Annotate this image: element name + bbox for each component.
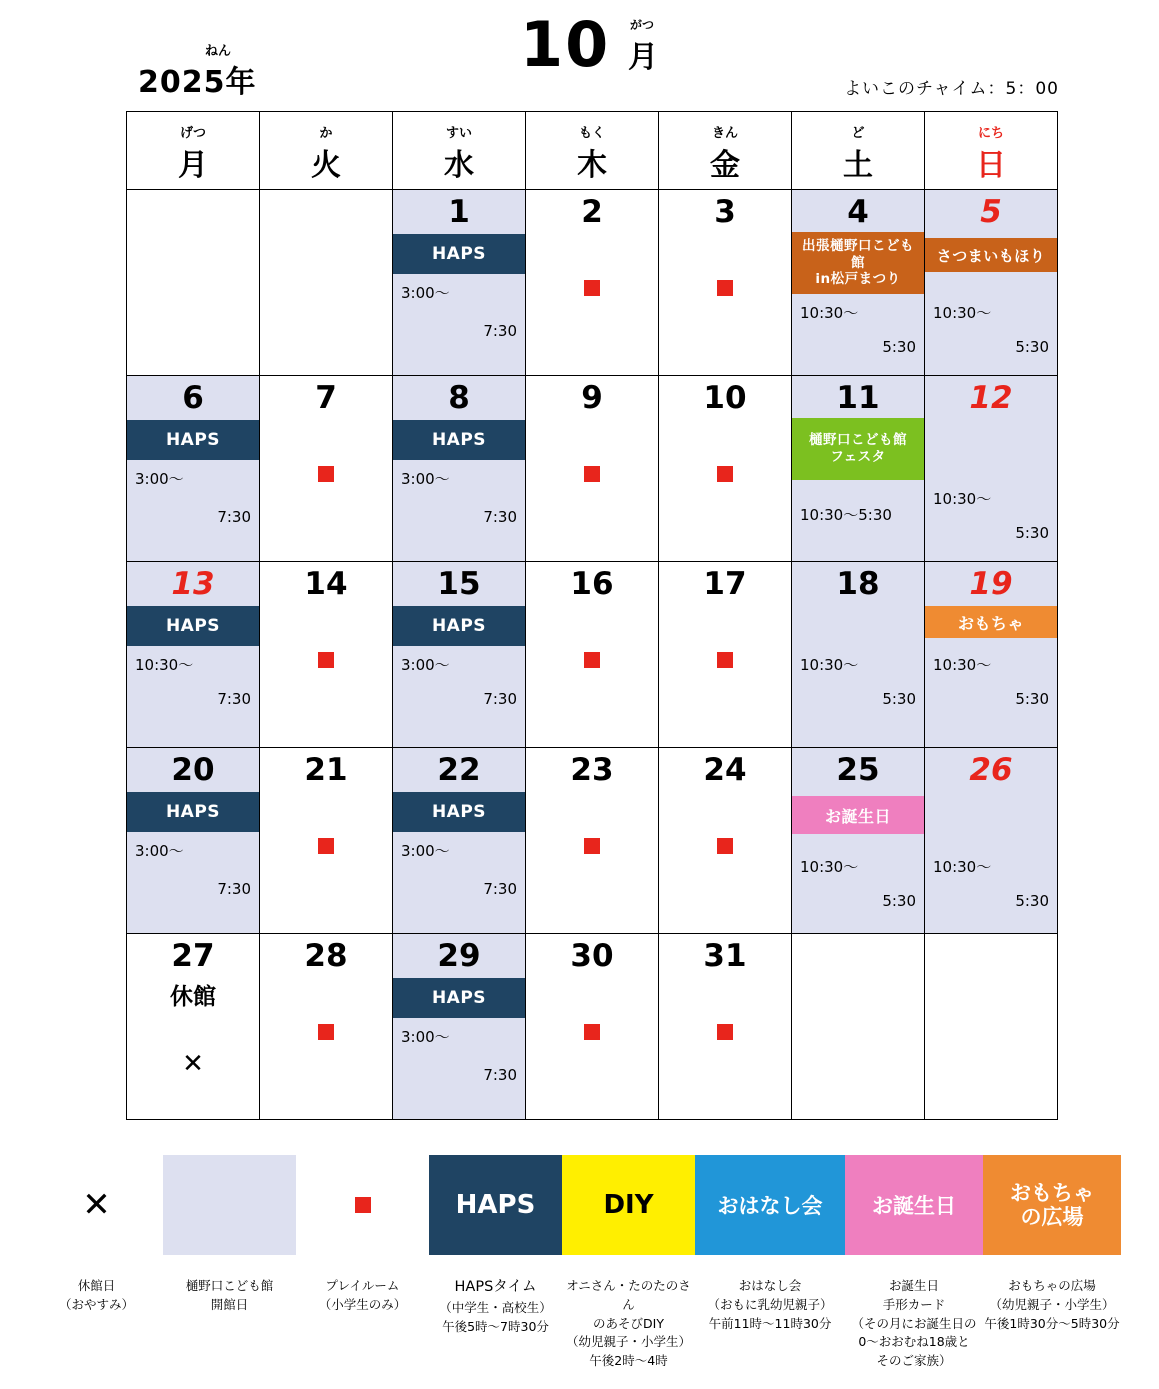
day-number: 11 (836, 380, 880, 416)
day-cell-22[interactable] (393, 748, 526, 934)
day-number: 25 (836, 752, 880, 788)
legend-item-toy (983, 1155, 1121, 1333)
day-cell-4[interactable] (792, 190, 925, 376)
open-time-start: 10:30〜 (933, 656, 992, 674)
day-cell-31[interactable] (659, 934, 792, 1120)
open-time-end: 5:30 (882, 338, 916, 356)
day-cell-25[interactable] (792, 748, 925, 934)
weekday-kanji: 土 (843, 148, 873, 183)
open-time-start: 10:30〜 (933, 858, 992, 876)
event-banner-haps: HAPS (393, 606, 525, 646)
playroom-marker-icon (296, 1155, 429, 1255)
day-number: 30 (570, 938, 614, 974)
weekday-ruby: ど (851, 126, 865, 141)
legend-caption-line: お誕生日 (888, 1278, 939, 1293)
event-banner-line2: フェスタ (830, 449, 886, 465)
day-cell-30[interactable] (526, 934, 659, 1120)
event-banner-birthday: お誕生日 (792, 796, 924, 834)
day-cell-27[interactable] (127, 934, 260, 1120)
open-day-swatch (163, 1155, 296, 1255)
legend-caption (562, 1277, 695, 1371)
day-cell-7[interactable] (260, 376, 393, 562)
year-ruby: ねん (205, 44, 232, 59)
calendar-week-row (127, 376, 1058, 562)
toy-swatch-line2: の広場 (1020, 1205, 1084, 1229)
day-cell-19[interactable] (925, 562, 1058, 748)
legend-caption (695, 1277, 845, 1333)
day-cell-9[interactable] (526, 376, 659, 562)
open-time-start: 3:00〜 (135, 842, 184, 860)
day-number: 10 (703, 380, 747, 416)
day-number: 23 (570, 752, 614, 788)
day-cell-16[interactable] (526, 562, 659, 748)
legend-caption-line: 午後2時〜4時 (589, 1353, 668, 1368)
open-time-end: 7:30 (483, 690, 517, 708)
day-cell-18[interactable] (792, 562, 925, 748)
day-cell-26[interactable] (925, 748, 1058, 934)
playroom-marker-icon (717, 466, 733, 482)
weekday-header-fri (659, 112, 792, 190)
playroom-marker-icon (584, 838, 600, 854)
playroom-marker-icon (584, 1024, 600, 1040)
day-number: 5 (980, 194, 1002, 230)
legend-caption-line: プレイルーム (325, 1278, 400, 1293)
playroom-marker-icon (584, 466, 600, 482)
year-label: 2025年 (138, 65, 257, 100)
playroom-marker-icon (318, 838, 334, 854)
closed-label: 休館 (170, 984, 216, 1010)
day-number: 26 (969, 752, 1013, 788)
day-number: 7 (315, 380, 337, 416)
legend-caption-line: （幼児親子・小学生） (565, 1334, 691, 1350)
open-time-end: 7:30 (483, 1066, 517, 1084)
day-cell-8[interactable] (393, 376, 526, 562)
day-number: 29 (437, 938, 481, 974)
legend-caption-line: （おやすみ） (58, 1296, 134, 1312)
day-cell-empty (925, 934, 1058, 1120)
legend-caption-line: 休館日 (77, 1278, 116, 1293)
event-banner-haps: HAPS (127, 420, 259, 460)
weekday-header-tue (260, 112, 393, 190)
calendar-table (126, 111, 1058, 1120)
playroom-marker-icon (584, 652, 600, 668)
legend-caption-line: （中学生・高校生） (439, 1299, 552, 1315)
open-time-start: 3:00〜 (401, 656, 450, 674)
legend-caption-line: おはなし会 (738, 1278, 802, 1293)
event-banner-satsumaimo: さつまいもほり (925, 238, 1057, 272)
open-time-end: 7:30 (483, 880, 517, 898)
day-number: 8 (448, 380, 470, 416)
legend-item-playroom (296, 1155, 429, 1315)
day-cell-10[interactable] (659, 376, 792, 562)
day-number: 13 (171, 566, 215, 602)
day-cell-empty (792, 934, 925, 1120)
weekday-header-sat (792, 112, 925, 190)
legend-item-haps (429, 1155, 562, 1336)
day-cell-23[interactable] (526, 748, 659, 934)
open-time-end: 7:30 (217, 690, 251, 708)
legend-caption-line: 午前11時〜11時30分 (708, 1315, 832, 1331)
legend-item-birthday (845, 1155, 983, 1371)
day-cell-empty (260, 190, 393, 376)
legend-caption (296, 1277, 429, 1315)
open-time-start: 3:00〜 (401, 842, 450, 860)
open-time-start: 10:30〜 (933, 304, 992, 322)
open-time-start: 10:30〜 (135, 656, 194, 674)
event-banner-haps: HAPS (393, 978, 525, 1018)
legend-caption-line: （おもに乳幼児親子） (707, 1296, 833, 1312)
day-cell-1[interactable] (393, 190, 526, 376)
event-banner-line1: 出張樋野口こども館 (802, 237, 914, 271)
day-number: 24 (703, 752, 747, 788)
legend-caption (30, 1277, 163, 1315)
playroom-marker-icon (318, 466, 334, 482)
day-cell-2[interactable] (526, 190, 659, 376)
legend-caption-line: 午後5時〜7時30分 (442, 1318, 549, 1334)
open-time-end: 5:30 (882, 690, 916, 708)
closed-x-icon: ✕ (30, 1155, 163, 1255)
event-banner-line2: in松戸まつり (815, 271, 901, 288)
open-time-start: 10:30〜 (800, 656, 859, 674)
weekday-ruby: もく (578, 126, 605, 141)
event-banner-haps: HAPS (393, 234, 525, 274)
playroom-marker-icon (318, 652, 334, 668)
day-number: 20 (171, 752, 215, 788)
legend-item-closed (30, 1155, 163, 1315)
weekday-header-row (127, 112, 1058, 190)
legend-caption (429, 1277, 562, 1336)
open-time-end: 5:30 (1015, 690, 1049, 708)
open-time-start: 10:30〜 (933, 490, 992, 508)
playroom-marker-icon (717, 280, 733, 296)
open-time-start: 10:30〜 (800, 858, 859, 876)
storytime-swatch: おはなし会 (695, 1155, 845, 1255)
open-time-end: 5:30 (1015, 892, 1049, 910)
event-banner-haps: HAPS (127, 606, 259, 646)
day-number: 28 (304, 938, 348, 974)
chime-note: よいこのチャイム：5：00 (844, 79, 1059, 99)
event-banner-haps: HAPS (393, 420, 525, 460)
legend-caption-line: 0〜おおむね18歳と (858, 1334, 970, 1350)
legend-caption-line: そのご家族） (876, 1353, 952, 1368)
legend-caption-line: （幼児親子・小学生） (989, 1296, 1115, 1312)
haps-swatch: HAPS (429, 1155, 562, 1255)
event-banner-matsudo-festival (792, 232, 924, 294)
weekday-kanji: 月 (178, 148, 208, 183)
day-number: 4 (847, 194, 869, 230)
weekday-ruby: か (319, 126, 333, 141)
day-cell-12[interactable] (925, 376, 1058, 562)
weekday-ruby: げつ (179, 126, 206, 141)
day-cell-15[interactable] (393, 562, 526, 748)
legend-caption-line: 手形カード (882, 1296, 946, 1312)
day-number: 3 (714, 194, 736, 230)
diy-swatch: DIY (562, 1155, 695, 1255)
day-number: 15 (437, 566, 481, 602)
calendar-week-row (127, 562, 1058, 748)
day-cell-20[interactable] (127, 748, 260, 934)
day-cell-29[interactable] (393, 934, 526, 1120)
legend-item-diy (562, 1155, 695, 1371)
toy-swatch-line1: おもちゃ (1010, 1180, 1094, 1205)
day-number: 2 (581, 194, 603, 230)
toy-swatch (983, 1155, 1121, 1255)
playroom-marker-icon (717, 1024, 733, 1040)
weekday-ruby: すい (445, 126, 472, 141)
calendar-week-row (127, 748, 1058, 934)
event-banner-line1: 樋野口こども館 (809, 432, 907, 449)
day-number: 1 (448, 194, 470, 230)
event-banner-toy: おもちゃ (925, 606, 1057, 638)
legend-caption (163, 1277, 296, 1315)
event-banner-kodomokan-festa (792, 418, 924, 480)
day-number: 12 (969, 380, 1013, 416)
open-time-end: 5:30 (882, 892, 916, 910)
day-cell-5[interactable] (925, 190, 1058, 376)
day-cell-11[interactable] (792, 376, 925, 562)
playroom-marker-icon (318, 1024, 334, 1040)
day-cell-6[interactable] (127, 376, 260, 562)
day-cell-24[interactable] (659, 748, 792, 934)
open-time-end: 7:30 (483, 508, 517, 526)
open-time-start: 3:00〜 (135, 470, 184, 488)
page-header (0, 0, 1159, 104)
weekday-ruby: にち (977, 126, 1004, 141)
legend-caption-line: 樋野口こども館 (185, 1278, 274, 1293)
month-number: 10 (520, 8, 611, 81)
playroom-marker-icon (584, 280, 600, 296)
playroom-marker-icon (717, 838, 733, 854)
month-kanji: 月 (628, 40, 658, 75)
open-time-start: 10:30〜 (800, 304, 859, 322)
open-time-start: 3:00〜 (401, 470, 450, 488)
open-time-end: 7:30 (483, 322, 517, 340)
open-time-end: 7:30 (217, 880, 251, 898)
weekday-kanji: 火 (311, 148, 341, 183)
day-number: 19 (969, 566, 1013, 602)
day-number: 16 (570, 566, 614, 602)
weekday-header-thu (526, 112, 659, 190)
day-number: 18 (836, 566, 880, 602)
open-time-range: 10:30〜5:30 (800, 506, 892, 524)
day-number: 22 (437, 752, 481, 788)
calendar-week-row (127, 934, 1058, 1120)
event-banner-haps: HAPS (393, 792, 525, 832)
weekday-kanji: 日 (976, 148, 1006, 183)
legend-caption (845, 1277, 983, 1371)
day-cell-3[interactable] (659, 190, 792, 376)
legend-caption-line: 開館日 (210, 1296, 249, 1312)
day-number: 17 (703, 566, 747, 602)
day-number: 31 (703, 938, 747, 974)
day-cell-13[interactable] (127, 562, 260, 748)
day-cell-empty (127, 190, 260, 376)
weekday-header-mon (127, 112, 260, 190)
calendar-week-row (127, 190, 1058, 376)
day-cell-28[interactable] (260, 934, 393, 1120)
weekday-kanji: 木 (577, 148, 607, 183)
legend-caption-line: HAPSタイム (454, 1279, 537, 1295)
day-number: 27 (171, 938, 215, 974)
day-number: 21 (304, 752, 348, 788)
open-time-start: 3:00〜 (401, 284, 450, 302)
weekday-kanji: 金 (710, 148, 740, 183)
legend-caption-line: （小学生のみ） (318, 1296, 407, 1312)
month-ruby: がつ (630, 18, 655, 32)
legend-caption-line: のあそびDIY (593, 1315, 664, 1331)
legend-item-open-day (163, 1155, 296, 1315)
day-number: 9 (581, 380, 603, 416)
event-banner-haps: HAPS (127, 792, 259, 832)
open-time-start: 3:00〜 (401, 1028, 450, 1046)
day-cell-17[interactable] (659, 562, 792, 748)
day-number: 6 (182, 380, 204, 416)
day-cell-14[interactable] (260, 562, 393, 748)
open-time-end: 5:30 (1015, 524, 1049, 542)
legend-caption-line: （その月にお誕生日の (851, 1315, 977, 1331)
birthday-swatch: お誕生日 (845, 1155, 983, 1255)
legend-item-storytime (695, 1155, 845, 1333)
open-time-end: 7:30 (217, 508, 251, 526)
playroom-marker-icon (717, 652, 733, 668)
weekday-header-wed (393, 112, 526, 190)
legend-caption-line: おもちゃの広場 (1008, 1278, 1096, 1293)
weekday-header-sun (925, 112, 1058, 190)
legend-caption-line: オニさん・たのたのさん (566, 1278, 691, 1312)
day-cell-21[interactable] (260, 748, 393, 934)
closed-x-icon: ✕ (182, 1049, 204, 1079)
day-number: 14 (304, 566, 348, 602)
legend-caption (983, 1277, 1121, 1333)
legend-caption-line: 午後1時30分〜5時30分 (984, 1315, 1120, 1331)
weekday-ruby: きん (711, 126, 738, 141)
open-time-end: 5:30 (1015, 338, 1049, 356)
weekday-kanji: 水 (444, 148, 474, 183)
